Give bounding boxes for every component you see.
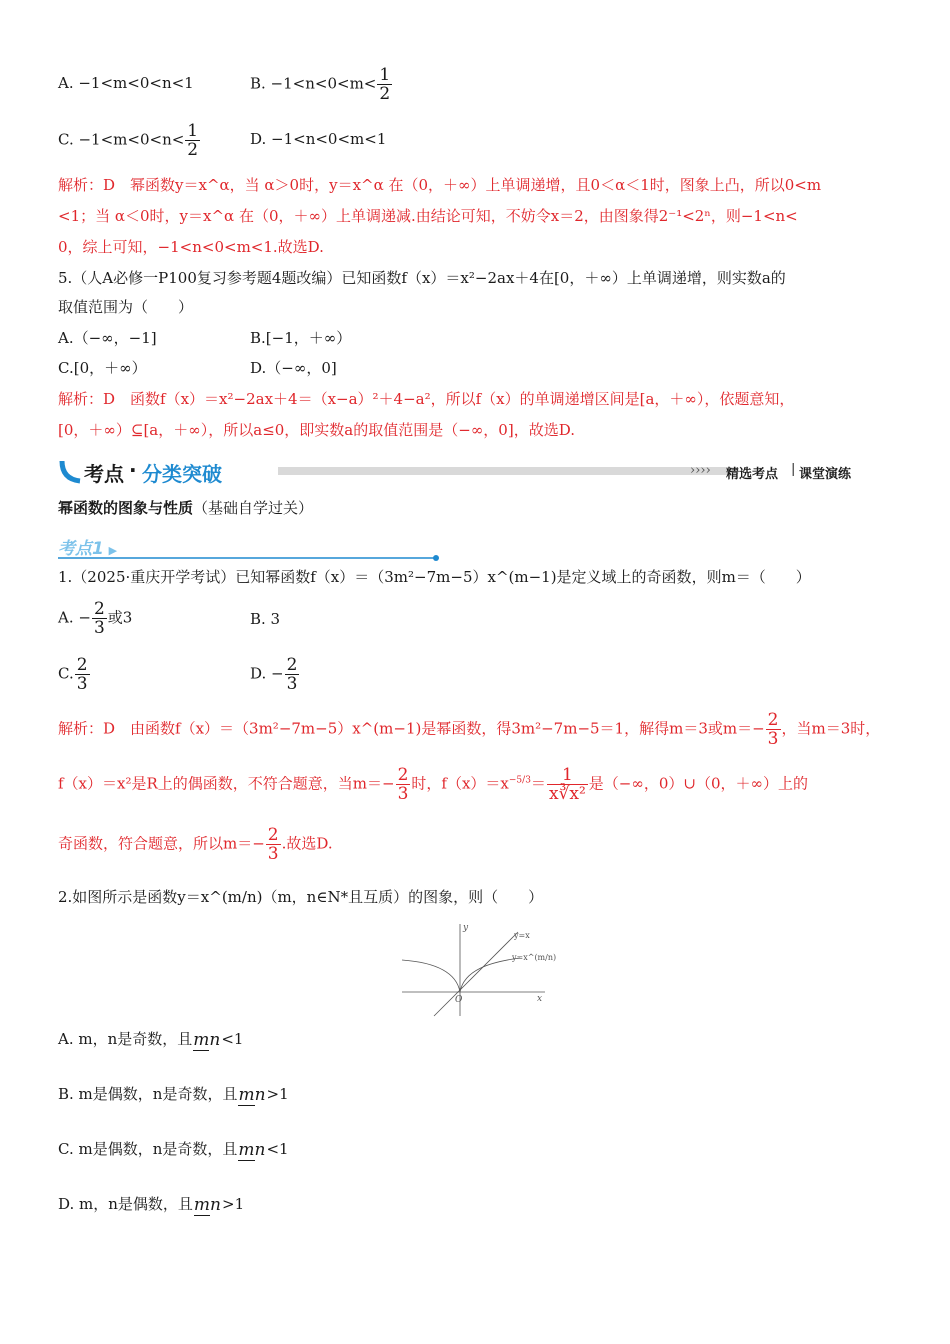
p2-option-b: B. m是偶数，n是奇数，且mn>1: [58, 1085, 289, 1105]
line-y-eq-x: [434, 932, 518, 1016]
p1-option-b: B. 3: [250, 610, 281, 628]
subheading: 幂函数的图象与性质（基础自学过关）: [58, 499, 314, 517]
q5-option-b: B.[−1，＋∞）: [250, 329, 352, 347]
section-label-selected: 精选考点: [726, 467, 779, 482]
graph-label-curve: y=x^(m/n): [512, 953, 557, 962]
q4-solution-line1: 解析：D 幂函数y＝x^α，当 α＞0时，y＝x^α 在（0，＋∞）上单调递增，且0＜α＜1时，图象上凸，所以0<m: [58, 176, 822, 194]
p2-option-a: A. m，n是奇数，且mn<1: [58, 1030, 244, 1050]
q5-solution-line2: [0，＋∞）⊆[a，＋∞），所以a≤0，即实数a的取值范围是（−∞，0]，故选D.: [58, 421, 575, 439]
section-title-main: 考点: [84, 462, 124, 486]
p1-solution-line3: 奇函数，符合题意，所以m＝− $\frac{2}{3}$ .故选D.: [58, 825, 333, 864]
graph-label-x: x: [537, 994, 543, 1004]
q4-option-d: D. −1<n<0<m<1: [250, 130, 387, 148]
q4-option-b: B. −1<n<0<m< $\frac{1}{2}$: [250, 65, 391, 104]
section-label-separator: |: [791, 462, 796, 477]
graph-label-line: y=x: [514, 931, 530, 940]
p1-solution-line2: f（x）＝x²是R上的偶函数，不符合题意，当m＝− $\frac{2}{3}$ 时，$f(x)=x^{-5/3}=$ $\frac{1}{\text{x∛x²}}$ 是（−∞，0）∪（0，＋∞）上的: [58, 765, 808, 804]
graph-label-origin: O: [455, 995, 463, 1005]
q5-stem-line2: 取值范围为（ ）: [58, 298, 194, 316]
p1-solution-line1: 解析：D 由函数f（x）＝（3m²−7m−5）x^(m−1)是幂函数，得3m²−7m−5＝1，解得m＝3或m＝− $\frac{2}{3}$ ，当m＝3时，: [58, 710, 881, 749]
p2-stem: 2.如图所示是函数y＝x^(m/n)（m，n∈N*且互质）的图象，则（ ）: [58, 888, 544, 906]
p1-option-a: A. − $\frac{2}{3}$ 或3: [58, 599, 133, 638]
q4-option-c: C. −1<m<0<n< $\frac{1}{2}$: [58, 121, 199, 160]
p1-option-d: D. − $\frac{2}{3}$: [250, 655, 298, 694]
q5-option-a: A.（−∞，−1]: [58, 329, 157, 347]
p1-stem: 1.（2025·重庆开学考试）已知幂函数f（x）＝（3m²−7m−5）x^(m−1)是定义域上的奇函数，则m＝（ ）: [58, 568, 811, 586]
kaodian-underline: [58, 554, 442, 562]
kaodian-tag: 考点1 ▶: [58, 539, 118, 559]
p2-option-c: C. m是偶数，n是奇数，且mn<1: [58, 1140, 289, 1160]
p2-option-d: D. m，n是偶数，且mn>1: [58, 1195, 245, 1215]
section-title-dot: ·: [129, 458, 137, 482]
curve-power-left: [402, 960, 460, 992]
triangle-icon: ▶: [108, 544, 118, 557]
q5-stem-line1: 5.（人A必修一P100复习参考题4题改编）已知函数f（x）＝x²−2ax＋4在[0，＋∞）上单调递增，则实数a的: [58, 269, 786, 287]
p1-option-c: C. $\frac{2}{3}$: [58, 655, 88, 694]
curve-power-right: [460, 958, 520, 992]
p2-graph: [400, 918, 557, 1018]
graph-label-y: y: [463, 923, 469, 933]
section-title-sub: 分类突破: [142, 462, 222, 486]
q4-solution-line3: 0，综上可知，−1<n<0<m<1.故选D.: [58, 238, 324, 256]
section-label-practice: 课堂演练: [799, 467, 852, 482]
q4-solution-line2: <1；当 α＜0时，y＝x^α 在（0，＋∞）上单调递减.由结论可知，不妨令x＝2，由图象得2⁻¹<2ⁿ，则−1<n<: [58, 207, 798, 225]
section-heading: [58, 457, 858, 485]
q5-option-d: D.（−∞，0]: [250, 359, 337, 377]
q5-option-c: C.[0，＋∞）: [58, 359, 147, 377]
chevrons-icon: ››››: [690, 463, 711, 478]
q5-solution-line1: 解析：D 函数f（x）＝x²−2ax＋4＝（x−a）²＋4−a²，所以f（x）的单调递增区间是[a，＋∞），依题意知，: [58, 390, 795, 408]
q4-option-a: A. −1<m<0<n<1: [58, 74, 194, 92]
